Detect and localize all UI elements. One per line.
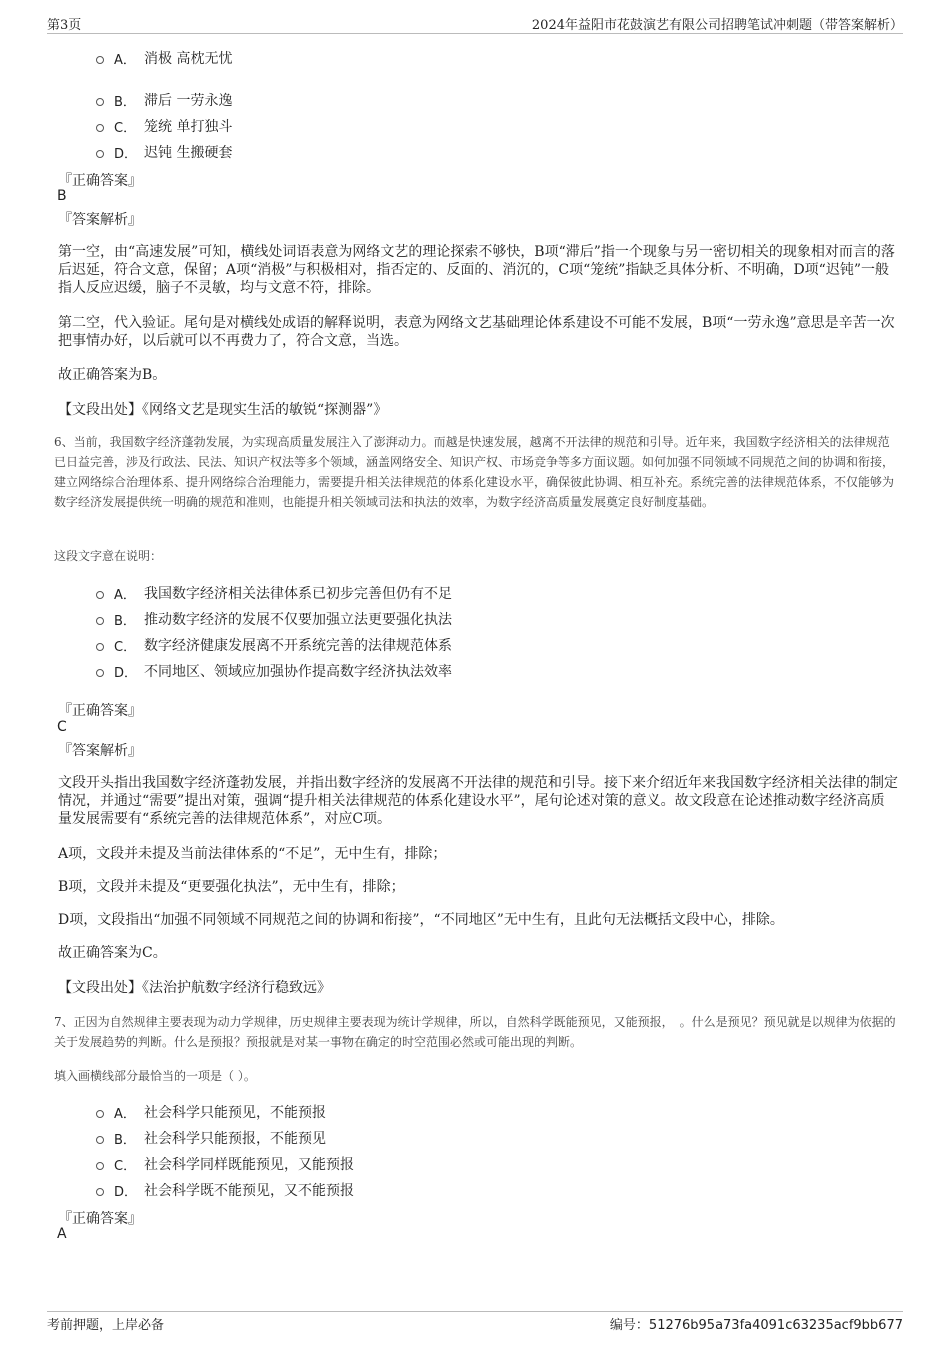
q6-answer: C <box>57 719 67 735</box>
q6-analysis-paragraph-1: 文段开头指出我国数字经济蓬勃发展，并指出数字经济的发展离不开法律的规范和引导。接下来介绍近年来我国数字经济相关法律的制定情况，并通过“需要”提出对策，强调“提升相关法律规范的体系化建设水平”，尾句论述对策的意义。故文段意在论述推动数字经济高质量发展需要有“系统完善的法律规范体系”，对应C项。 <box>58 775 898 827</box>
q7-answer: A <box>57 1226 67 1242</box>
option-text: 社会科学既不能预见，又不能预报 <box>144 1183 354 1199</box>
q5-option-a[interactable] <box>96 48 232 68</box>
option-letter: C． <box>114 639 137 655</box>
radio-icon[interactable] <box>96 56 104 64</box>
option-letter: A． <box>114 587 136 603</box>
q5-source: 【文段出处】《网络文艺是现实生活的敏锐“探测器”》 <box>58 402 388 418</box>
option-text: 我国数字经济相关法律体系已初步完善但仍有不足 <box>144 586 452 602</box>
footer-slogan: 考前押题，上岸必备 <box>47 1318 165 1333</box>
option-letter: C． <box>114 1158 137 1174</box>
q7-prompt: 填入画横线部分最恰当的一项是（ ）。 <box>54 1069 256 1083</box>
q7-stem: 7、正因为自然规律主要表现为动力学规律，历史规律主要表现为统计学规律，所以，自然科学既能预见，又能预报， 。什么是预见？预见就是以规律为依据的关于发展趋势的判断。什么是预报？预报就是对某一事物在确定的时空范围必然或可能出现的判断。 <box>54 1015 896 1049</box>
q6-option-b[interactable] <box>96 609 452 629</box>
option-letter: D． <box>114 1184 138 1200</box>
q6-option-a[interactable] <box>96 583 452 603</box>
q6-stem: 6、当前，我国数字经济蓬勃发展，为实现高质量发展注入了澎湃动力。而越是快速发展，越离不开法律的规范和引导。近年来，我国数字经济相关的法律规范已日益完善，涉及行政法、民法、知识产权法等多个领域，涵盖网络安全、知识产权、市场竞争等多方面议题。如何加强不同领域不同规范之间的协调和衔接，建立网络综合治理体系、提升网络综合治理能力，需要提升相关法律规范的体系化建设水平，确保彼此协调、相互补充。系统完善的法律规范体系，不仅能够为数字经济发展提供统一明确的规范和准则，也能提升相关领域司法和执法的效率，为数字经济高质量发展奠定良好制度基础。 <box>54 435 895 509</box>
footer-divider <box>47 1311 903 1312</box>
q5-option-d[interactable] <box>96 142 232 162</box>
option-text: 笼统 单打独斗 <box>144 119 233 135</box>
q6-analysis-paragraph-3: B项，文段并未提及“更要强化执法”，无中生有，排除； <box>58 879 405 895</box>
q7-option-a[interactable] <box>96 1102 326 1122</box>
option-text: 数字经济健康发展离不开系统完善的法律规范体系 <box>144 638 452 654</box>
q6-analysis-paragraph-5: 故正确答案为C。 <box>58 945 167 961</box>
q5-answer-label: 『正确答案』 <box>58 173 142 189</box>
header-divider <box>47 33 903 34</box>
q7-option-b[interactable] <box>96 1128 326 1148</box>
q6-option-d[interactable] <box>96 661 452 681</box>
radio-icon[interactable] <box>96 150 104 158</box>
q5-option-b[interactable] <box>96 90 232 110</box>
q6-source: 【文段出处】《法治护航数字经济行稳致远》 <box>58 980 331 996</box>
option-text: 消极 高枕无忧 <box>144 51 233 67</box>
code-label: 编号： <box>609 1318 649 1333</box>
option-letter: D． <box>114 665 138 681</box>
radio-icon[interactable] <box>96 1136 104 1144</box>
option-text: 社会科学只能预见，不能预报 <box>144 1105 326 1121</box>
q5-analysis-label: 『答案解析』 <box>58 212 142 228</box>
q7-option-d[interactable] <box>96 1180 354 1200</box>
radio-icon[interactable] <box>96 591 104 599</box>
radio-icon[interactable] <box>96 98 104 106</box>
option-text: 不同地区、领域应加强协作提高数字经济执法效率 <box>144 664 452 680</box>
option-text: 社会科学同样既能预见，又能预报 <box>144 1157 354 1173</box>
option-letter: A． <box>114 52 136 68</box>
code-value: 51276b95a73fa4091c63235acf9bb677 <box>648 1318 903 1333</box>
option-letter: B． <box>114 613 136 629</box>
radio-icon[interactable] <box>96 1188 104 1196</box>
q6-prompt: 这段文字意在说明： <box>54 549 163 563</box>
q5-answer: B <box>57 188 67 204</box>
q7-answer-label: 『正确答案』 <box>58 1211 142 1227</box>
q6-analysis-paragraph-2: A项，文段并未提及当前法律体系的“不足”，无中生有，排除； <box>58 846 447 862</box>
radio-icon[interactable] <box>96 669 104 677</box>
option-letter: B． <box>114 94 136 110</box>
q5-analysis-paragraph-2: 第二空，代入验证。尾句是对横线处成语的解释说明，表意为网络文艺基础理论体系建设不可能不发展，B项“一劳永逸”意思是辛苦一次把事情办好，以后就可以不再费力了，符合文意，当选。 <box>58 315 895 349</box>
radio-icon[interactable] <box>96 617 104 625</box>
document-title: 2024年益阳市花鼓演艺有限公司招聘笔试冲刺题（带答案解析） <box>531 18 903 33</box>
q5-analysis-paragraph-3: 故正确答案为B。 <box>58 367 167 383</box>
q6-analysis-label: 『答案解析』 <box>58 743 142 759</box>
document-code <box>610 1314 903 1333</box>
option-letter: C． <box>114 120 137 136</box>
option-text: 迟钝 生搬硬套 <box>144 145 233 161</box>
q5-option-c[interactable] <box>96 116 232 136</box>
radio-icon[interactable] <box>96 643 104 651</box>
radio-icon[interactable] <box>96 124 104 132</box>
q6-answer-label: 『正确答案』 <box>58 703 142 719</box>
radio-icon[interactable] <box>96 1162 104 1170</box>
page-number: 第3页 <box>47 18 82 33</box>
q6-option-c[interactable] <box>96 635 452 655</box>
option-letter: D． <box>114 146 138 162</box>
option-letter: A． <box>114 1106 136 1122</box>
option-letter: B． <box>114 1132 136 1148</box>
option-text: 推动数字经济的发展不仅要加强立法更要强化执法 <box>144 612 452 628</box>
q6-analysis-paragraph-4: D项，文段指出“加强不同领域不同规范之间的协调和衔接”，“不同地区”无中生有，且此句无法概括文段中心，排除。 <box>58 912 784 928</box>
option-text: 滞后 一劳永逸 <box>144 93 233 109</box>
q5-analysis-paragraph-1: 第一空，由“高速发展”可知，横线处词语表意为网络文艺的理论探索不够快，B项“滞后”指一个现象与另一密切相关的现象相对而言的落后迟延，符合文意，保留；A项“消极”与积极相对，指否定的、反面的、消沉的，C项“笼统”指缺乏具体分析、不明确，D项“迟钝”一般指人反应迟缓，脑子不灵敏，均与文意不符，排除。 <box>58 244 895 296</box>
radio-icon[interactable] <box>96 1110 104 1118</box>
option-text: 社会科学只能预报，不能预见 <box>144 1131 326 1147</box>
q7-option-c[interactable] <box>96 1154 354 1174</box>
